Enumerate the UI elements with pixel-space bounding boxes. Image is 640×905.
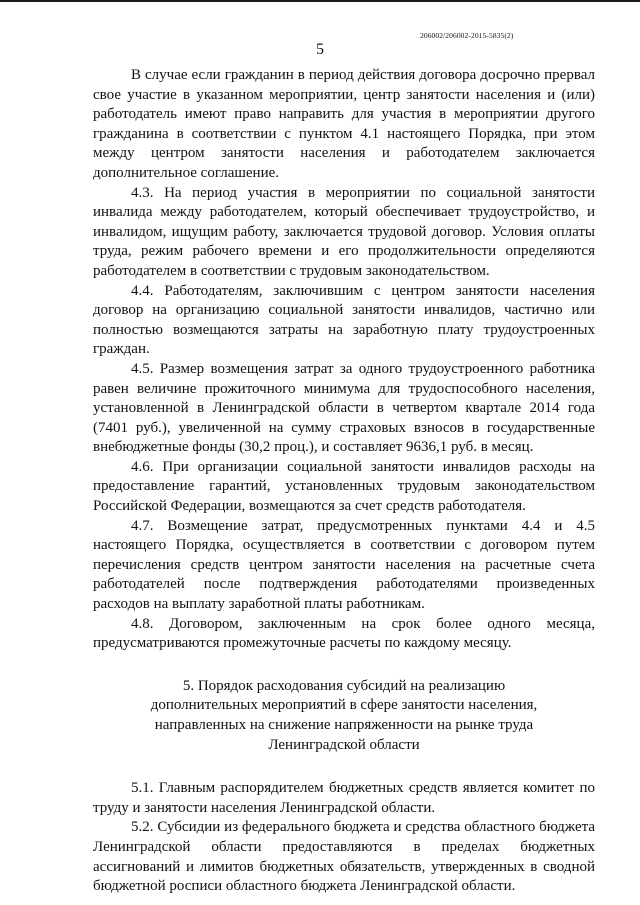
- top-border-line: [0, 0, 640, 2]
- section-5-heading: [93, 677, 595, 755]
- paragraph-4-8: 4.8. Договором, заключенным на срок более одного месяца, предусматриваются промежуточные расчеты по каждому месяцу.: [93, 615, 595, 652]
- paragraph-5-1: 5.1. Главным распорядителем бюджетных средств является комитет по труду и занятости населения Ленинградской области.: [93, 780, 595, 816]
- paragraph-4-7: 4.7. Возмещение затрат, предусмотренных пунктами 4.4 и 4.5 настоящего Порядка, осуществляется в соответствии с договором путем перечисления средств центром занятости населения на расчетные счета работодателей после подтверждения работодателями произведенных расходов на выплату заработной платы работникам.: [93, 517, 595, 613]
- document-body: [93, 66, 595, 897]
- paragraph-4-3: 4.3. На период участия в мероприятии по социальной занятости инвалида между работодателем, который обеспечивает трудоустройство, и инвалидом, ищущим работу, заключается трудовой договор. Условия оплаты труда, режим рабочего времени и его продолжительности определяются работодателем в соответствии с трудовым законодательством.: [93, 184, 595, 279]
- page-number: 5: [316, 41, 324, 58]
- document-code: 206002/206002-2015-5835(2): [420, 31, 514, 40]
- paragraph-4-2-continuation: В случае если гражданин в период действия договора досрочно прервал свое участие в указанном мероприятии, центр занятости населения и (или) работодатель имеют право направить для участия в мероприятии другого гражданина в соответствии с пунктом 4.1 настоящего Порядка, при этом между центром занятости населения и работодателем заключается дополнительное соглашение.: [93, 67, 595, 181]
- paragraph-4-4: 4.4. Работодателям, заключившим с центром занятости населения договор на организацию социальной занятости инвалидов, частично или полностью возмещаются затраты на заработную плату трудоустроенных граждан.: [93, 282, 595, 358]
- paragraph-4-5: 4.5. Размер возмещения затрат за одного трудоустроенного работника равен величине прожиточного минимума для трудоспособного населения, установленной в Ленинградской области в четвертом квартале 2014 года (7401 руб.), увеличенной на сумму страховых взносов в государственные внебюджетные фонды (30,2 проц.), и составляет 9636,1 руб. в месяц.: [93, 360, 595, 456]
- heading-line: направленных на снижение напряженности на рынке труда: [154, 717, 534, 733]
- paragraph-5-2: 5.2. Субсидии из федерального бюджета и средства областного бюджета Ленинградской области предоставляются в пределах бюджетных ассигнований и лимитов бюджетных обязательств, утвержденных в сводной бюджетной росписи областного бюджета Ленинградской области.: [93, 819, 595, 895]
- heading-line: 5. Порядок расходования субсидий на реализацию: [182, 677, 506, 694]
- paragraph-4-6: 4.6. При организации социальной занятости инвалидов расходы на предоставление гарантий, установленных трудовым законодательством Российской Федерации, возмещаются за счет средств работодателя.: [93, 458, 595, 515]
- heading-line: Ленинградской области: [268, 736, 420, 753]
- heading-line: дополнительных мероприятий в сфере занятости населения,: [150, 697, 538, 714]
